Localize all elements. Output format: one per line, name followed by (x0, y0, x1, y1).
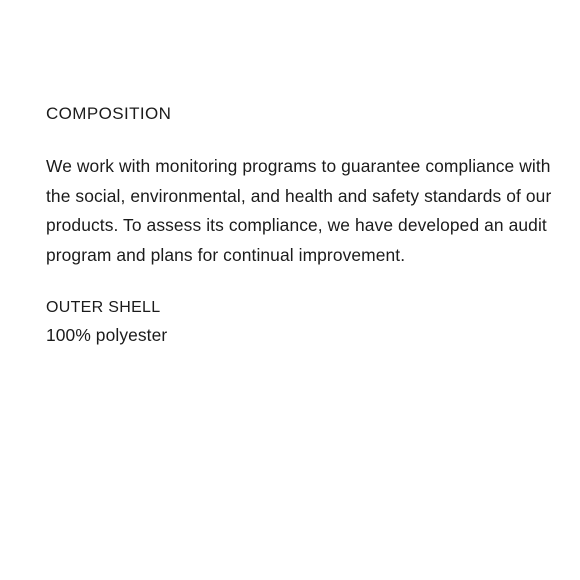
composition-heading: COMPOSITION (46, 104, 172, 123)
material-section-title: OUTER SHELL (46, 299, 161, 316)
material-section-outer-shell (46, 295, 571, 350)
composition-description: We work with monitoring programs to guarantee compliance with the social, environmental, and health and safety standards of our products. To assess its compliance, we have developed an audit program and plans for continual improvement. (46, 156, 552, 265)
material-section-value: 100% polyester (46, 325, 168, 345)
composition-panel (46, 102, 571, 350)
